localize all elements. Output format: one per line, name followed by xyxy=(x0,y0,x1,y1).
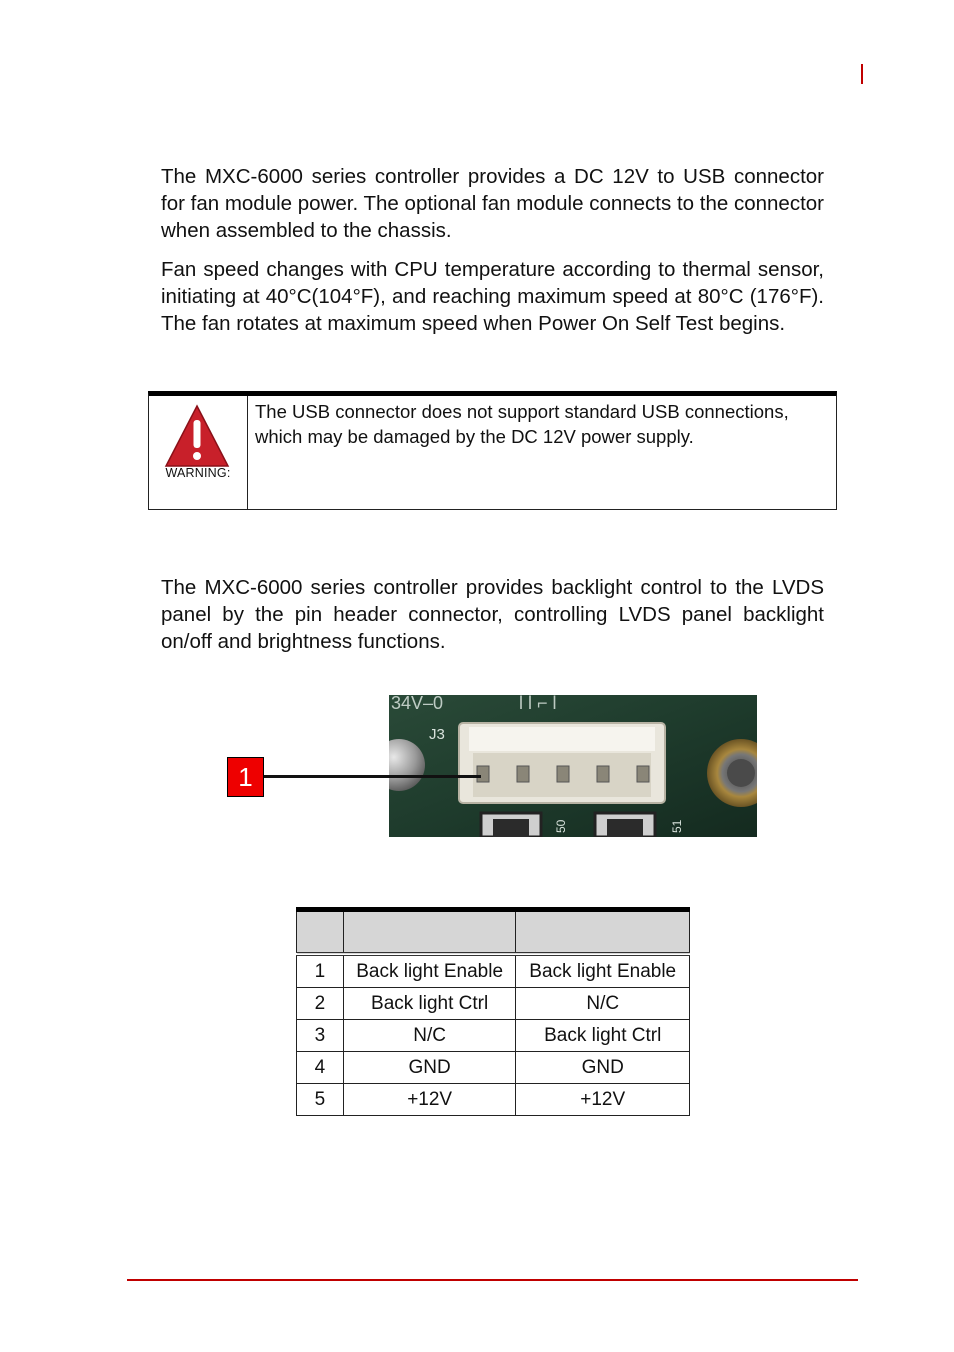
connector-pin-4 xyxy=(597,766,609,782)
connector-pin-2 xyxy=(517,766,529,782)
pin-number: 1 xyxy=(297,954,344,988)
signal-b: GND xyxy=(516,1052,690,1084)
fan-speed-paragraph: Fan speed changes with CPU temperature according to thermal sensor, initiating at 40°C(104°F), and reaching maximum speed at 80°C (176°F). The fan rotates at maximum speed when Power On Self Test begins. xyxy=(161,258,824,335)
table-row xyxy=(297,988,690,1020)
table-row xyxy=(297,1084,690,1116)
pin-number: 2 xyxy=(297,988,344,1020)
table-row xyxy=(297,954,690,988)
pin-number: 5 xyxy=(297,1084,344,1116)
signal-a: GND xyxy=(343,1052,516,1084)
backlight-intro-paragraph: The MXC-6000 series controller provides backlight control to the LVDS panel by the pin header connector, controlling LVDS panel backlight on/off and brightness functions. xyxy=(161,576,824,653)
svg-text:l l ⌐ l: l l ⌐ l xyxy=(519,695,557,713)
connector-pin-5 xyxy=(637,766,649,782)
signal-a: N/C xyxy=(343,1020,516,1052)
svg-text:50: 50 xyxy=(554,819,568,833)
callout-leader-line xyxy=(264,775,481,778)
signal-b: +12V xyxy=(516,1084,690,1116)
pin-number: 3 xyxy=(297,1020,344,1052)
pin-definition-table xyxy=(296,907,690,1116)
signal-a: Back light Ctrl xyxy=(343,988,516,1020)
footer-rule xyxy=(127,1279,858,1281)
warning-box xyxy=(148,391,837,510)
warning-icon-cell xyxy=(149,396,248,509)
table-header-row xyxy=(297,910,690,955)
header-signal-a xyxy=(343,910,516,955)
board-label-j3: J3 xyxy=(429,726,445,743)
signal-b: Back light Ctrl xyxy=(516,1020,690,1052)
signal-a: Back light Enable xyxy=(343,954,516,988)
svg-text:51: 51 xyxy=(670,819,684,833)
fan-intro-paragraph: The MXC-6000 series controller provides a DC 12V to USB connector for fan module power. The optional fan module connects to the connector when assembled to the chassis. xyxy=(161,165,824,242)
signal-b: N/C xyxy=(516,988,690,1020)
callout-marker-1: 1 xyxy=(227,757,264,797)
signal-a: +12V xyxy=(343,1084,516,1116)
header-pin xyxy=(297,910,344,955)
warning-text: The USB connector does not support standard USB connections, which may be damaged by the DC 12V power supply. xyxy=(255,401,789,447)
connector-pin-1 xyxy=(477,766,489,782)
pin-number: 4 xyxy=(297,1052,344,1084)
table-row xyxy=(297,1020,690,1052)
connector-pin-3 xyxy=(557,766,569,782)
connector-photo xyxy=(389,695,757,837)
svg-text:34V–0: 34V–0 xyxy=(391,695,444,713)
header-signal-b xyxy=(516,910,690,955)
signal-b: Back light Enable xyxy=(516,954,690,988)
warning-label: WARNING: xyxy=(165,466,231,480)
warning-triangle-icon xyxy=(164,404,230,468)
header-accent-mark xyxy=(861,64,863,84)
table-row xyxy=(297,1052,690,1084)
